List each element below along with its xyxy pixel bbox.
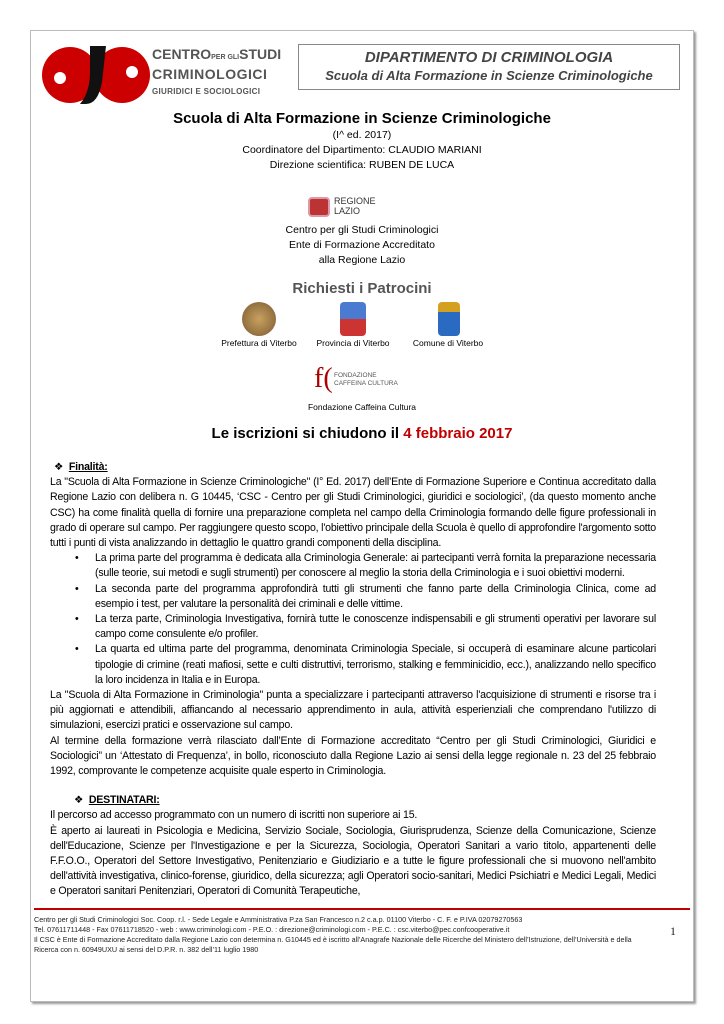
paragraph: La "Scuola di Alta Formazione in Criminologia" punta a specializzare i partecipanti attraverso l'acquisizione di strumenti e risorse tra i più aggiornati e attendibili, affiancando al necessario apprendimento in aula, attività esperienziali che comprendano l'utilizzo di simulazioni, esercizi pratici e osservazione sul campo. [50, 689, 656, 732]
footer [34, 908, 690, 955]
accreditation-line: Ente di Formazione Accreditato [289, 239, 435, 251]
logo-line: GIURIDICI E SOCIOLOGICI [152, 87, 261, 96]
list-item: • La prima parte del programma è dedicata alla Criminologia Generale: ai partecipanti verrà fornita la preparazione necessaria (sulle teorie, sui metodi e sugli strumenti) per conoscere al meglio la storia della Criminologia e i suoi obiettivi moderni. [50, 551, 656, 581]
school-title: Scuola di Alta Formazione in Scienze Criminologiche [325, 68, 653, 83]
coordinator: Coordinatore del Dipartimento: CLAUDIO MARIANI [242, 144, 482, 156]
section-heading: Finalità: [68, 461, 108, 473]
patrocinio-label: Prefettura di Viterbo [221, 338, 297, 348]
direction: Direzione scientifica: RUBEN DE LUCA [269, 159, 455, 171]
logo-line: LAZIO [334, 206, 361, 216]
provincia-emblem-icon [340, 302, 366, 336]
paragraph: Il percorso ad accesso programmato con un numero di iscritti non superiore ai 15. [50, 809, 418, 822]
fondazione-logo: f( FONDAZIONE CAFFEINA CULTURA [314, 363, 398, 394]
logo-text [152, 46, 292, 100]
list-item: • La seconda parte del programma approfondirà tutti gli strumenti che fanno parte della Criminologia Clinica, come ad esempio i test, per valutare la personalità dei criminali e delle vittime. [50, 582, 656, 612]
patrocinio-label: Provincia di Viterbo [316, 338, 390, 348]
finalita-section [34, 460, 690, 779]
paragraph: È aperto ai laureati in Psicologia e Medicina, Servizio Sociale, Sociologia, Giurisprudenza, Scienze della Comunicazione, Scienze dell'Educazione, Scienze per l'Investigazione e per la Sicurezza, Sociologia, Operatori Sanitari a vario titolo, appartenenti delle F.F.O.O., Operatori del Settore Investigativo, Penitenziario e Giudiziario e a tutte le figure professionali che si muovono nell'ambito dell'attività investigativa, clinico-forense, giuridico, della sicurezza; agli Operatori socio-sanitari, Medici Psichiatri e Medici Legali, Medici e Operatori sanitari Penitenziari, Operatori di Comunità Terapeutiche, [50, 824, 656, 898]
logo-line: STUDI [239, 46, 282, 62]
bullet-list [50, 551, 656, 688]
list-item: • La terza parte, Criminologia Investigativa, fornirà tutte le conoscenze indispensabili e gli strumenti operativi per lavorare sul campo come consulente e/o profiler. [50, 612, 656, 642]
deadline-date: 4 febbraio 2017 [403, 425, 513, 442]
list-item: • La quarta ed ultima parte del programma, denominata Criminologia Speciale, si occuperà di esaminare alcune particolari tipologie di crimine (reati mafiosi, sette e culti distruttivi, terrorismo, stalking e femminicidio, ecc.), analizzando nello specifico la loro incidenza in Italia e in Europa. [50, 642, 656, 688]
regione-lazio-logo [308, 195, 398, 219]
deadline-text: Le iscrizioni si chiudono il [211, 425, 404, 442]
paragraph: Al termine della formazione verrà rilasciato dall’Ente di Formazione accreditato “Centro per gli Studi Criminologici, Giuridici e Sociologici” un ‘Attestato di Frequenza’, in bollo, riconosciuto dalla Regione Lazio ai sensi della legge regionale n. 23 del 25 febbraio 1992, comprovante le competenze acquisite quale esperto in Criminologia. [50, 734, 656, 778]
diamond-bullet-icon: ❖ [74, 794, 84, 807]
footer-line: Il CSC è Ente di Formazione Accreditato dalla Regione Lazio con determina n. G10445 ed è iscritto all’Anagrafe Nazionale delle Ricerche del Ministero dell’Istruzione, dell’Università e della Ricerca con n. 60949UXU ai sensi del D.P.R. n. 382 dell’11 luglio 1980 [34, 934, 632, 954]
patrocinio-label: Comune di Viterbo [412, 338, 484, 348]
fondazione-label: Fondazione Caffeina Cultura [307, 402, 417, 412]
content-flow [34, 460, 690, 955]
logo-line: CENTRO [152, 46, 212, 62]
deadline [30, 426, 694, 441]
doc-title: Scuola di Alta Formazione in Scienze Criminologiche [173, 110, 551, 127]
footer-line: Tel. 07611711448 - Fax 07611718520 - web : www.criminologi.com - P.E.O. : direzione@criminologi.com - P.E.C. : csc.viterbo@pec.confcooperative.it [34, 924, 510, 934]
prefettura-emblem-icon [242, 302, 276, 336]
paragraph: La "Scuola di Alta Formazione in Scienze Criminologiche" (I° Ed. 2017) dell’Ente di Formazione Superiore e Continua accreditato dalla Regione Lazio con delibera n. G 10445, ‘CSC - Centro per gli Studi Criminologici, giuridici e sociologici’, (da questo momento anche CSC) ha come finalità quella di fornire una preparazione completa nel campo della Criminologia formando delle figure professionali in grado di operare sul campo. Per raggiungere questo scopo, l'obiettivo principale della Scuola è quello di approfondire l'argomento sotto tutti i punti di vista analizzando in dettaglio le quattro grandi componenti della disciplina. [50, 476, 656, 550]
diamond-bullet-icon: ❖ [54, 461, 64, 473]
logo-line: FONDAZIONE [334, 372, 377, 379]
logo-line: REGIONE [334, 196, 376, 206]
department-box [298, 44, 680, 90]
accreditation-line: Centro per gli Studi Criminologici [285, 224, 439, 236]
edition: (I^ ed. 2017) [332, 129, 392, 141]
page-number: 1 [670, 923, 676, 938]
logo-line: CAFFEINA CULTURA [334, 380, 398, 387]
destinatari-section [34, 793, 690, 899]
department-title: DIPARTIMENTO DI CRIMINOLOGIA [364, 49, 614, 66]
footer-line: Centro per gli Studi Criminologici Soc. Coop. r.l. - Sede Legale e Amministrativa P.za San Francesco n.2 c.a.p. 01100 Viterbo - C. F. e P.IVA 02079270563 [34, 914, 523, 924]
patrocini-heading: Richiesti i Patrocini [292, 280, 432, 297]
intro [30, 111, 694, 173]
logo-line: CRIMINOLOGICI [152, 66, 268, 82]
comune-emblem-icon [438, 302, 460, 336]
accreditation [30, 223, 694, 268]
csc-logo [42, 42, 152, 108]
section-heading: DESTINATARI: [88, 794, 160, 807]
logo-line: PER GLI [211, 54, 240, 61]
accreditation-line: alla Regione Lazio [318, 254, 406, 266]
